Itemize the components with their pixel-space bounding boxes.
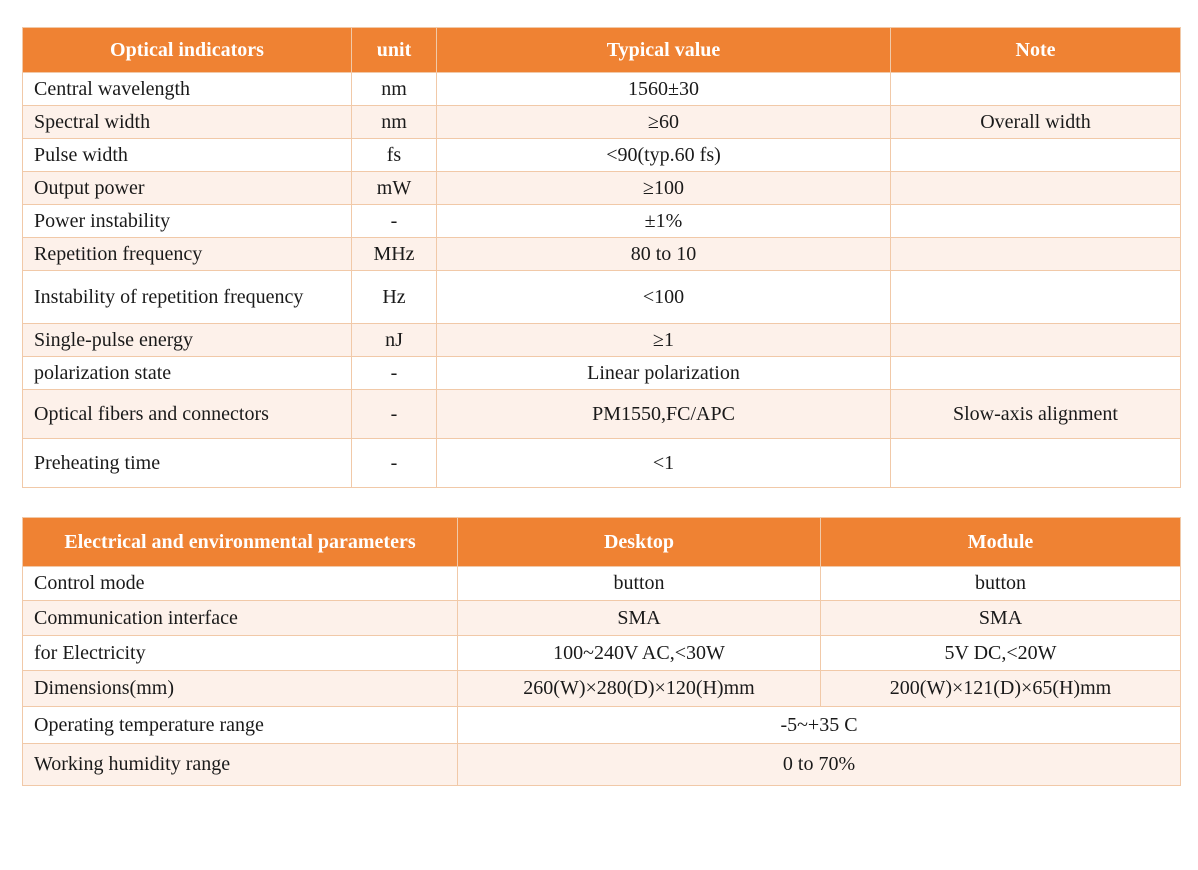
row-unit: - xyxy=(352,205,437,238)
table-row xyxy=(23,744,1181,786)
column-header-unit: unit xyxy=(352,28,437,73)
table-row xyxy=(23,601,1181,636)
row-note xyxy=(891,439,1181,488)
row-note xyxy=(891,238,1181,271)
table-row xyxy=(23,238,1181,271)
row-note xyxy=(891,139,1181,172)
column-header-typical-value: Typical value xyxy=(437,28,891,73)
table-row xyxy=(23,357,1181,390)
table-row xyxy=(23,439,1181,488)
row-name: Pulse width xyxy=(23,139,352,172)
row-value: <1 xyxy=(437,439,891,488)
row-value: ≥60 xyxy=(437,106,891,139)
row-desktop: 100~240V AC,<30W xyxy=(458,636,821,671)
optical-indicators-table xyxy=(22,27,1181,488)
column-header-desktop: Desktop xyxy=(458,518,821,567)
row-name: for Electricity xyxy=(23,636,458,671)
row-name: Optical fibers and connectors xyxy=(23,390,352,439)
row-value: <90(typ.60 fs) xyxy=(437,139,891,172)
row-module: button xyxy=(821,567,1181,601)
row-value: Linear polarization xyxy=(437,357,891,390)
row-desktop: button xyxy=(458,567,821,601)
table-row xyxy=(23,390,1181,439)
row-unit: nm xyxy=(352,73,437,106)
row-value: 80 to 10 xyxy=(437,238,891,271)
row-note: Slow-axis alignment xyxy=(891,390,1181,439)
table-row xyxy=(23,271,1181,324)
table-header-row xyxy=(23,518,1181,567)
table-row xyxy=(23,73,1181,106)
column-header-parameters: Electrical and environmental parameters xyxy=(23,518,458,567)
row-value: ≥1 xyxy=(437,324,891,357)
row-name: polarization state xyxy=(23,357,352,390)
electrical-environmental-table xyxy=(22,517,1181,786)
row-name: Operating temperature range xyxy=(23,707,458,744)
row-name: Power instability xyxy=(23,205,352,238)
table-row xyxy=(23,205,1181,238)
row-note: Overall width xyxy=(891,106,1181,139)
row-note xyxy=(891,324,1181,357)
table-row xyxy=(23,139,1181,172)
row-note xyxy=(891,271,1181,324)
row-shared-value: 0 to 70% xyxy=(458,744,1181,786)
row-unit: MHz xyxy=(352,238,437,271)
row-desktop: 260(W)×280(D)×120(H)mm xyxy=(458,671,821,707)
row-name: Output power xyxy=(23,172,352,205)
row-unit: mW xyxy=(352,172,437,205)
table-row xyxy=(23,324,1181,357)
row-name: Central wavelength xyxy=(23,73,352,106)
table-header-row xyxy=(23,28,1181,73)
row-name: Instability of repetition frequency xyxy=(23,271,352,324)
row-value: <100 xyxy=(437,271,891,324)
row-unit: - xyxy=(352,357,437,390)
row-name: Spectral width xyxy=(23,106,352,139)
row-module: SMA xyxy=(821,601,1181,636)
row-module: 5V DC,<20W xyxy=(821,636,1181,671)
row-name: Working humidity range xyxy=(23,744,458,786)
row-shared-value: -5~+35 C xyxy=(458,707,1181,744)
column-header-note: Note xyxy=(891,28,1181,73)
row-note xyxy=(891,205,1181,238)
table-row xyxy=(23,172,1181,205)
row-name: Preheating time xyxy=(23,439,352,488)
row-name: Dimensions(mm) xyxy=(23,671,458,707)
row-unit: Hz xyxy=(352,271,437,324)
row-name: Single-pulse energy xyxy=(23,324,352,357)
row-value: ±1% xyxy=(437,205,891,238)
row-name: Control mode xyxy=(23,567,458,601)
row-desktop: SMA xyxy=(458,601,821,636)
table-row xyxy=(23,567,1181,601)
column-header-module: Module xyxy=(821,518,1181,567)
column-header-optical-indicators: Optical indicators xyxy=(23,28,352,73)
row-unit: nJ xyxy=(352,324,437,357)
row-unit: fs xyxy=(352,139,437,172)
row-note xyxy=(891,73,1181,106)
row-unit: - xyxy=(352,439,437,488)
table-row xyxy=(23,106,1181,139)
table-row xyxy=(23,671,1181,707)
row-unit: - xyxy=(352,390,437,439)
row-name: Repetition frequency xyxy=(23,238,352,271)
table-row xyxy=(23,636,1181,671)
row-note xyxy=(891,172,1181,205)
row-value: 1560±30 xyxy=(437,73,891,106)
row-value: PM1550,FC/APC xyxy=(437,390,891,439)
row-unit: nm xyxy=(352,106,437,139)
table-row xyxy=(23,707,1181,744)
row-value: ≥100 xyxy=(437,172,891,205)
row-module: 200(W)×121(D)×65(H)mm xyxy=(821,671,1181,707)
row-note xyxy=(891,357,1181,390)
row-name: Communication interface xyxy=(23,601,458,636)
